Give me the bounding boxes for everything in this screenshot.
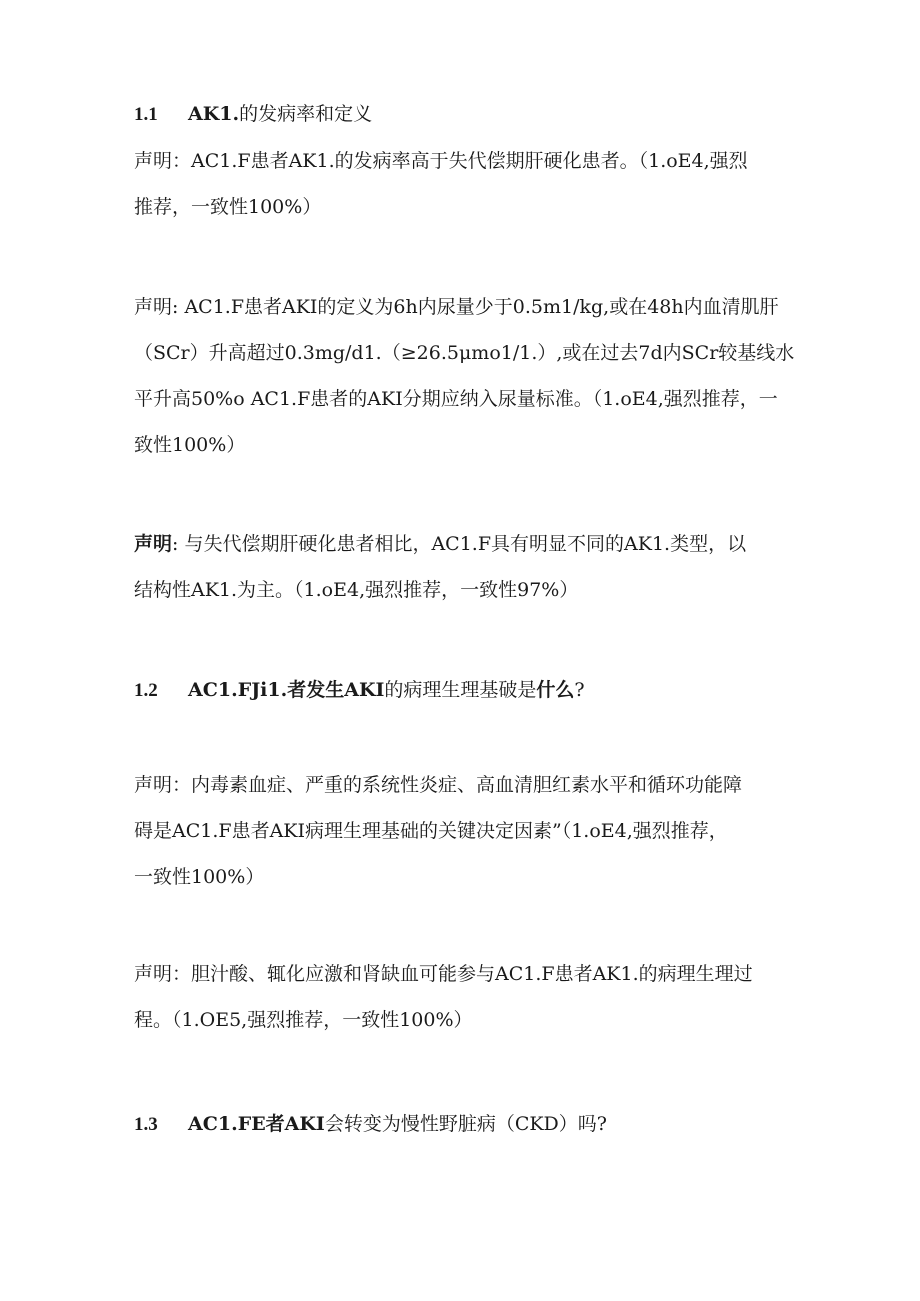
statement-line: 声明：AC1.F患者AK1.的发病率高于失代偿期肝硬化患者。（1.oE4,强烈 (134, 150, 748, 172)
section-title-end: ? (574, 679, 585, 701)
statement-line (134, 521, 794, 567)
statement-line: 声明: AC1.F患者AKI的定义为6h内尿量少于0.5m1∕kg,或在48h内血清肌肝 (134, 296, 779, 318)
statement-paragraph (134, 762, 794, 900)
statement-line: 推荐，一致性100%） (134, 196, 322, 218)
statement-line: 声明：内毒素血症、严重的系统性炎症、高血清胆红素水平和循环功能障 (134, 774, 743, 796)
statement-paragraph (134, 284, 794, 468)
statement-line: 结构性AK1.为主。（1.oE4,强烈推荐，一致性97%） (134, 579, 579, 601)
section-number: 1.1 (134, 104, 158, 125)
section-heading-1-3 (134, 1111, 607, 1138)
statement-line: 致性100%） (134, 434, 246, 456)
section-title-rest: 会转变为慢性野脏病（CKD）吗? (324, 1113, 607, 1135)
statement-line: 一致性100%） (134, 866, 265, 888)
section-heading-1-1 (134, 101, 372, 128)
statement-text: : 与失代偿期肝硬化患者相比，AC1.F具有明显不同的AK1.类型，以 (172, 533, 747, 555)
statement-line: 平升高50%o AC1.F患者的AKI分期应纳入尿量标准。（1.oE4,强烈推荐，一 (134, 388, 778, 410)
section-title-bold: AK1. (188, 103, 240, 125)
statement-paragraph (134, 951, 794, 1043)
section-title-rest: 的病理生理基破是 (384, 679, 537, 701)
statement-paragraph (134, 138, 794, 230)
statement-line: 声明：胆汁酸、辄化应激和肾缺血可能参与AC1.F患者AK1.的病理生理过 (134, 963, 753, 985)
statement-line: （SCr）升高超过0.3mg∕d1.（≥26.5μmo1∕1.）,或在过去7d内SCr较基线水 (134, 342, 795, 364)
section-number: 1.2 (134, 680, 158, 701)
statement-label: 声明 (134, 533, 173, 555)
section-title-bold-2: 什么 (536, 679, 575, 701)
statement-line: 碍是AC1.F患者AKI病理生理基础的关键决定因素”（1.oE4,强烈推荐， (134, 820, 728, 842)
section-title-rest: 的发病率和定义 (239, 103, 373, 125)
statement-paragraph (134, 521, 794, 613)
statement-line: 程。（1.OE5,强烈推荐，一致性100%） (134, 1009, 473, 1031)
section-heading-1-2 (134, 677, 585, 704)
section-title-bold: AC1.FE者AKI (188, 1113, 325, 1135)
section-number: 1.3 (134, 1114, 158, 1135)
section-title-bold: AC1.FJi1.者发生AKI (188, 679, 385, 701)
